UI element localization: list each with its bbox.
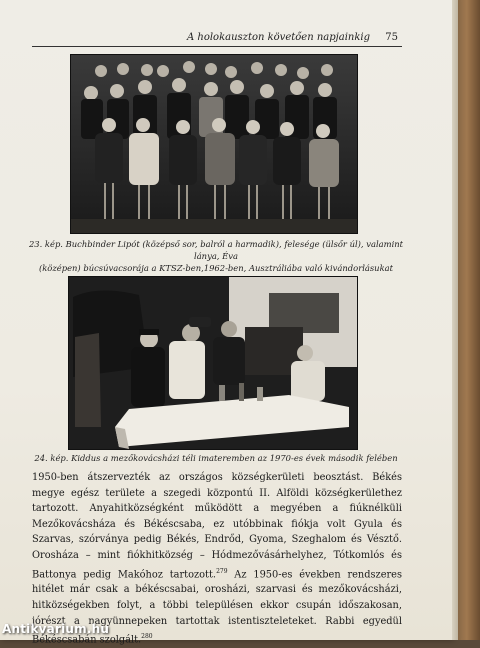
body-paragraph-text: 1950-ben átszervezték az országos községkerületi beosztást. Békés megye egész területe a szegedi központú II. Alföldi községkerülethez tartozott. Anyahitközségként működött a megyében a fiúknélküli Mezőkovácsháza és Békéscsaba, ez utóbbinak fiókja volt Gyula és Szarvas, szórványa pedig Békés, Endrőd, Gyoma, Szeghalom és Vésztő. Orosháza – mint fiókhitközség – Hódmezővásárhelyhez, Tótkomlós és Battonya pedig Makóhoz tartozott. bbox=[32, 472, 402, 580]
figure-24-caption-text: 24. kép. Kiddus a mezőkovácsházi téli imateremben az 1970-es évek második felében bbox=[34, 453, 398, 463]
watermark-logo: Antikvarium.hu bbox=[2, 622, 110, 636]
body-paragraph-text-2: Az 1950-es években rendszeres hitélet már csak a békéscsabai, orosházi, szarvasi és mezőkovácsházi, hitközségekben folyt, a többi településen ekkor csupán időszakosan, jórészt a nagyünnepeken tartottak istentiszteleteket. Rabbi egyedül Békéscsabán szolgált. bbox=[32, 568, 403, 646]
page-number: 75 bbox=[385, 32, 398, 43]
desk-background bbox=[458, 0, 480, 640]
page-header bbox=[32, 32, 400, 46]
footnote-ref-279: 279 bbox=[216, 567, 228, 575]
footnote-ref-280: 280 bbox=[141, 633, 153, 641]
header-rule bbox=[32, 46, 402, 47]
photo-group-portrait bbox=[70, 54, 358, 234]
running-title: A holokauszton követően napjainkig bbox=[187, 32, 370, 43]
photo-prayer-room bbox=[68, 276, 358, 450]
figure-23-caption-line-1: 23. kép. Buchbinder Lipót (középső sor, balról a harmadik), felesége (ülsőr úl), valamint lánya, Éva bbox=[28, 239, 404, 261]
page-edge bbox=[452, 0, 458, 640]
prayer-room-image bbox=[69, 277, 357, 449]
figure-23-caption-line-2: (középen) búcsúvacsorája a KTSZ-ben,1962-ben, Ausztráliába való kivándorlásukat bbox=[38, 263, 394, 273]
group-portrait-image bbox=[71, 55, 357, 233]
figure-24-caption bbox=[26, 452, 406, 464]
